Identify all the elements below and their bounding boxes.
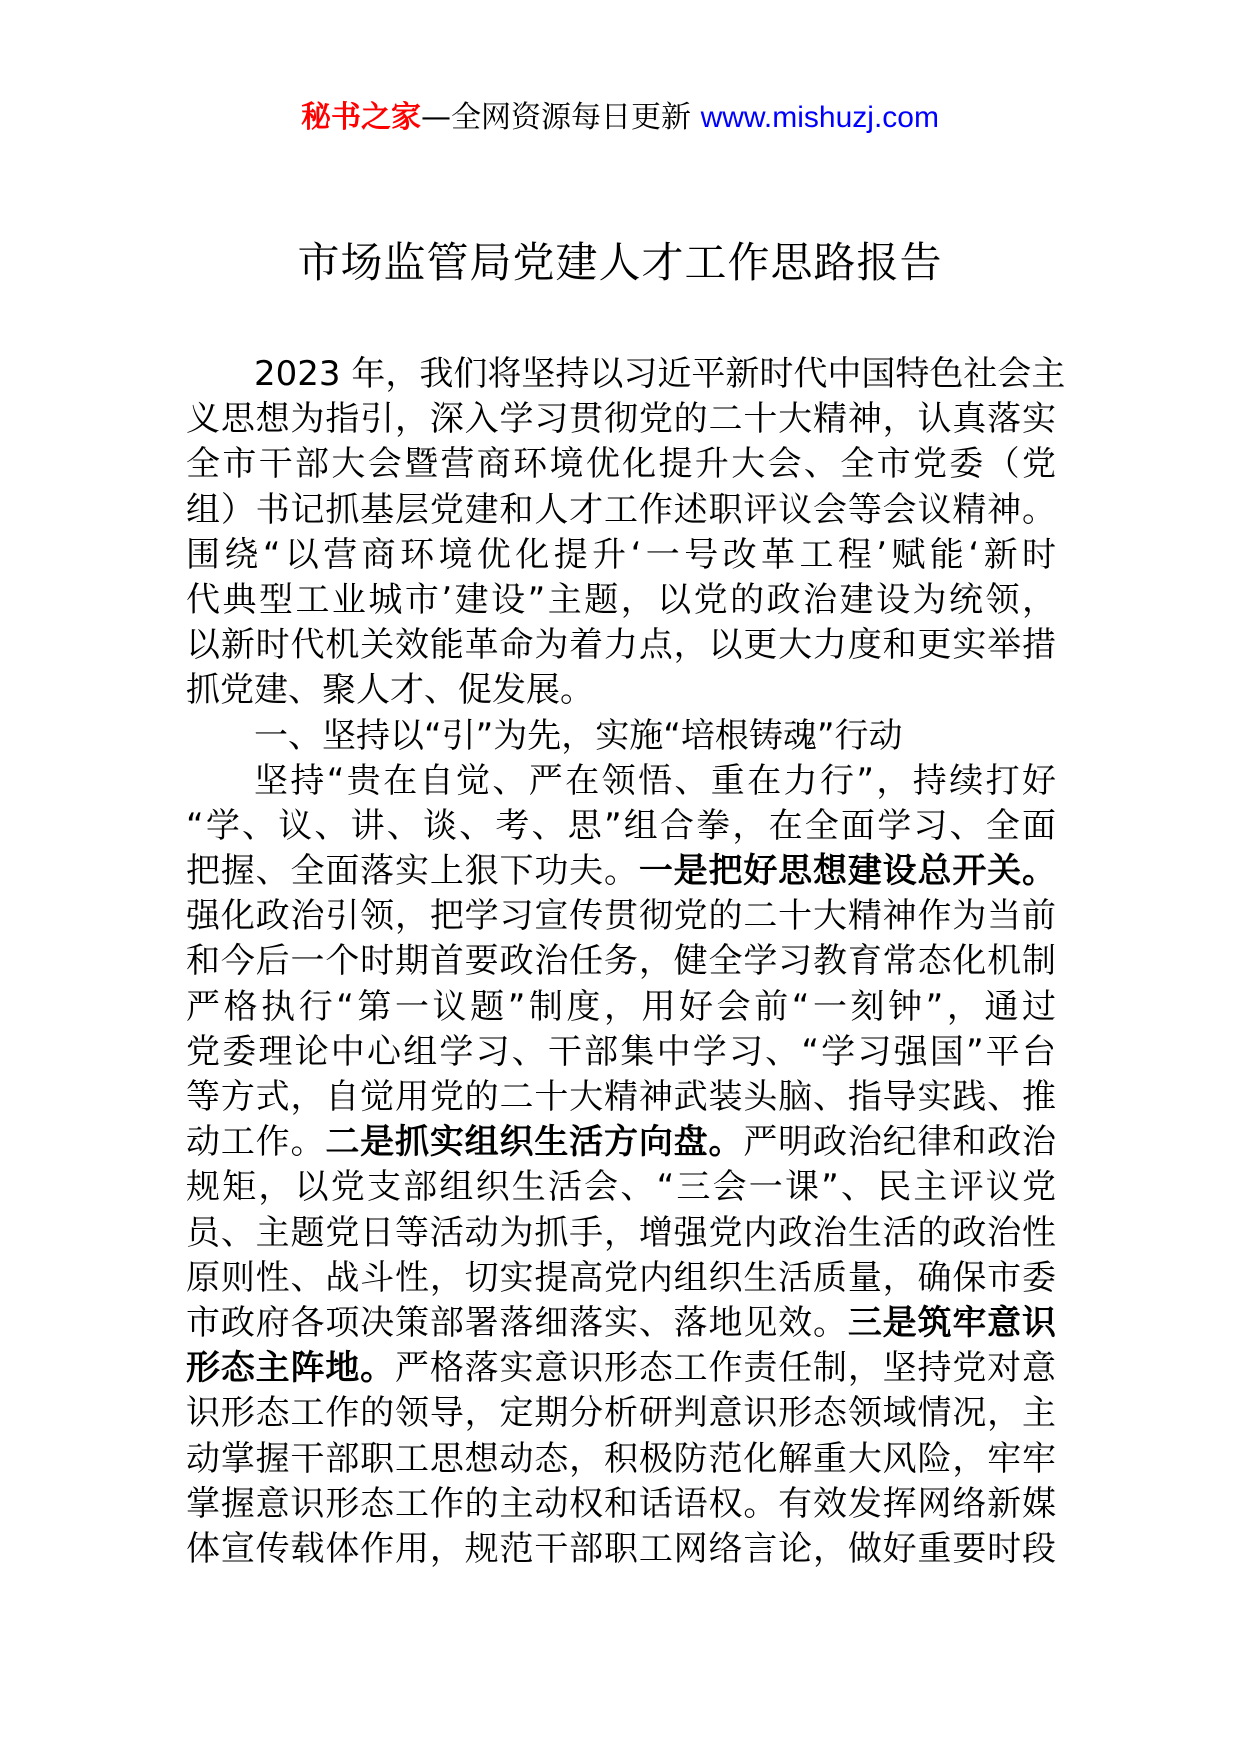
line-text: 全市干部大会暨营商环境优化提升大会、全市党委（党 [186, 444, 1056, 485]
document-title: 市场监管局党建人才工作思路报告 [297, 238, 943, 287]
bold-point-3-end: 形态主阵地。 [186, 1348, 395, 1389]
line-text: 规矩，以党支部组织生活会、“三会一课”、民主评议党 [186, 1167, 1056, 1208]
line-text: 识形态工作的领导，定期分析研判意识形态领域情况，主 [186, 1393, 1056, 1434]
line-text: 把握、全面落实上狠下功夫。 [186, 851, 639, 892]
paragraph-1-line-4 [186, 488, 1056, 533]
site-url-link[interactable]: www.mishuzj.com [700, 101, 939, 134]
paragraph-2-line-3 [186, 849, 1056, 894]
line-text: 一、坚持以“引”为先，实施“培根铸魂”行动 [254, 715, 903, 756]
paragraph-2-line-2 [186, 804, 1056, 849]
document-body [186, 352, 1066, 1572]
paragraph-1-line-2 [186, 397, 1056, 442]
line-text: 坚持“贵在自觉、严在领悟、重在力行”，持续打好 [254, 760, 1056, 801]
paragraph-2-line-13 [186, 1301, 1056, 1346]
line-text: 和今后一个时期首要政治任务，健全学习教育常态化机制 [186, 941, 1056, 982]
line-text: 体宣传载体作用，规范干部职工网络言论，做好重要时段 [186, 1528, 1056, 1569]
line-text: 组）书记抓基层党建和人才工作述职评议会等会议精神。 [186, 489, 1056, 530]
brand-name: 秘书之家 [301, 100, 422, 135]
bold-point-3-start: 三是筑牢意识 [847, 1302, 1057, 1343]
section-heading-1 [186, 714, 1056, 759]
paragraph-2-line-15 [186, 1391, 1056, 1436]
line-text: 抓党建、聚人才、促发展。 [186, 670, 594, 711]
paragraph-2-line-5 [186, 939, 1056, 984]
paragraph-2-line-11 [186, 1211, 1056, 1256]
paragraph-2-line-18 [186, 1527, 1056, 1572]
line-text: 强化政治引领，把学习宣传贯彻党的二十大精神作为当前 [186, 896, 1056, 937]
paragraph-1-line-3 [186, 442, 1056, 487]
site-banner [0, 98, 1240, 138]
banner-tagline: —全网资源每日更新 [421, 100, 692, 135]
paragraph-2-line-17 [186, 1482, 1056, 1527]
line-text: 市政府各项决策部署落细落实、落地见效。 [186, 1302, 848, 1343]
paragraph-1-line-6 [186, 578, 1056, 623]
paragraph-2-line-10 [186, 1165, 1056, 1210]
line-text: 掌握意识形态工作的主动权和话语权。有效发挥网络新媒 [186, 1483, 1056, 1524]
paragraph-2-line-9 [186, 1120, 1056, 1165]
line-text: “学、议、讲、谈、考、思”组合拳，在全面学习、全面 [186, 805, 1056, 846]
line-text: 2023 年，我们将坚持以习近平新时代中国特色社会主 [254, 354, 1066, 394]
line-text: 严格执行“第一议题”制度，用好会前“一刻钟”，通过 [186, 986, 1056, 1027]
line-text: 以新时代机关效能革命为着力点，以更大力度和更实举措 [186, 625, 1056, 666]
bold-point-1: 一是把好思想建设总开关。 [638, 851, 1057, 892]
line-text: 动掌握干部职工思想动态，积极防范化解重大风险，牢牢 [186, 1438, 1056, 1479]
paragraph-1-line-1 [186, 352, 1066, 397]
paragraph-2-line-16 [186, 1437, 1056, 1482]
bold-point-2: 二是抓实组织生活方向盘。 [325, 1122, 744, 1163]
line-text: 代典型工业城市’建设”主题，以党的政治建设为统领， [186, 579, 1056, 620]
paragraph-1-line-7 [186, 623, 1056, 668]
paragraph-2-line-12 [186, 1256, 1056, 1301]
line-text: 员、主题党日等活动为抓手，增强党内政治生活的政治性 [186, 1212, 1056, 1253]
paragraph-2-line-14 [186, 1346, 1056, 1391]
paragraph-2-line-7 [186, 1030, 1056, 1075]
paragraph-2-line-1 [186, 759, 1056, 804]
line-text: 围绕“以营商环境优化提升‘一号改革工程’赋能‘新时 [186, 534, 1056, 575]
line-text: 严明政治纪律和政治 [743, 1122, 1057, 1163]
line-text: 动工作。 [186, 1122, 326, 1163]
line-text: 义思想为指引，深入学习贯彻党的二十大精神，认真落实 [186, 399, 1056, 440]
line-text: 等方式，自觉用党的二十大精神武装头脑、指导实践、推 [186, 1077, 1056, 1117]
paragraph-1-line-5 [186, 533, 1056, 578]
paragraph-2-line-8 [186, 1075, 1056, 1120]
line-text: 原则性、战斗性，切实提高党内组织生活质量，确保市委 [186, 1257, 1056, 1298]
paragraph-1-line-8 [186, 668, 1056, 713]
paragraph-2-line-6 [186, 985, 1056, 1030]
paragraph-2-line-4 [186, 894, 1056, 939]
line-text: 党委理论中心组学习、干部集中学习、“学习强国”平台 [186, 1031, 1056, 1072]
line-text: 严格落实意识形态工作责任制，坚持党对意 [395, 1348, 1056, 1389]
